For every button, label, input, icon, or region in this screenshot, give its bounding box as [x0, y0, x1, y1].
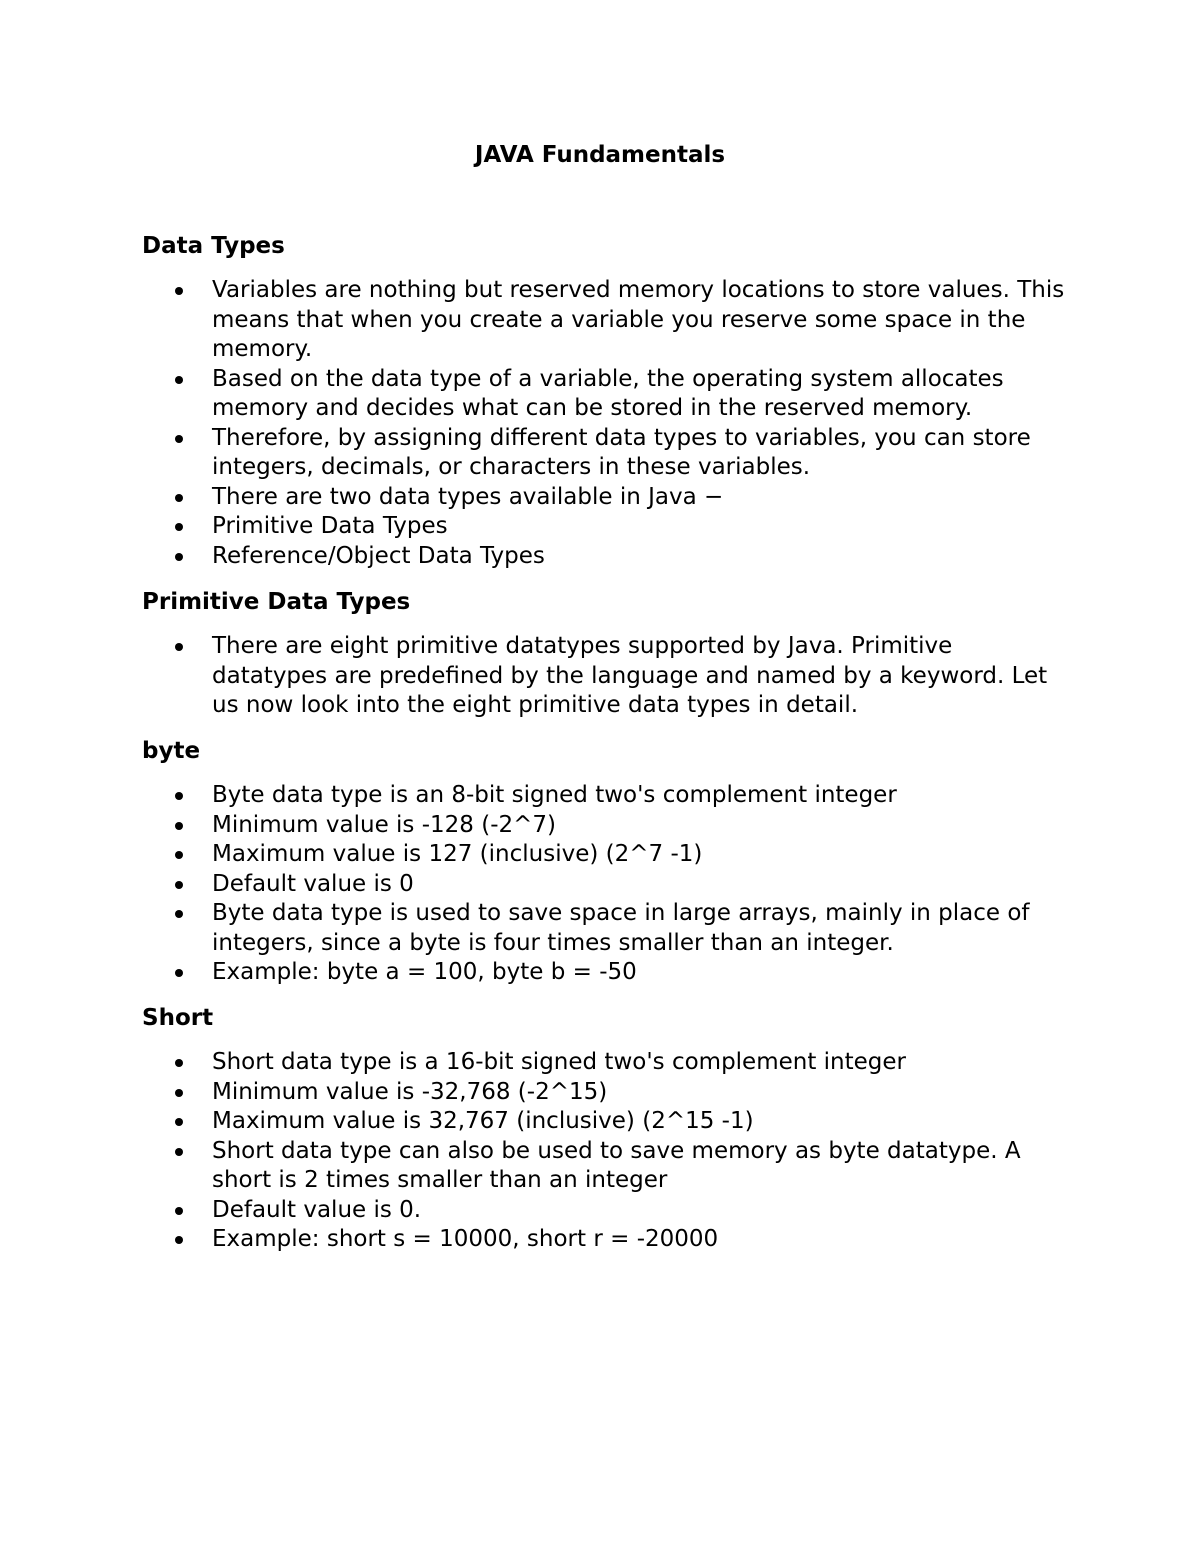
list-item-text: There are eight primitive datatypes supported by Java. Primitive datatypes are predefined by the language and named by a keyword. Let us now look into the eight primitive data types in detail.	[212, 633, 1048, 718]
list-item-text: There are two data types available in Java −	[212, 483, 724, 510]
bullet-icon	[175, 435, 183, 443]
list-item-text: Short data type can also be used to save memory as byte datatype. A short is 2 times smaller than an integer	[212, 1137, 1021, 1193]
list-item	[142, 1078, 1072, 1108]
bullet-icon	[175, 376, 183, 384]
list-item-text: Based on the data type of a variable, the operating system allocates memory and decides what can be stored in the reserved memory.	[212, 365, 1004, 421]
list-item-text: Byte data type is used to save space in large arrays, mainly in place of integers, since a byte is four times smaller than an integer.	[212, 900, 1030, 956]
bullet-list	[142, 781, 1072, 988]
list-item	[142, 1225, 1072, 1255]
list-item-text: Short data type is a 16-bit signed two's complement integer	[212, 1049, 907, 1075]
bullet-icon	[175, 1059, 183, 1067]
bullet-icon	[175, 881, 183, 889]
bullet-icon	[175, 1207, 183, 1215]
section-heading: byte	[142, 738, 201, 764]
list-item-text: Example: short s = 10000, short r = -20000	[212, 1226, 719, 1252]
list-item	[142, 483, 1072, 513]
bullet-icon	[175, 1148, 183, 1156]
list-item	[142, 781, 1072, 811]
bullet-icon	[175, 553, 183, 561]
list-item	[142, 512, 1072, 542]
list-item	[142, 1107, 1072, 1137]
bullet-list	[142, 1048, 1072, 1255]
bullet-icon	[175, 643, 183, 651]
list-item-text: Default value is 0.	[212, 1196, 422, 1223]
bullet-icon	[175, 1118, 183, 1126]
list-item	[142, 632, 1072, 721]
bullet-icon	[175, 969, 183, 977]
list-item-text: Default value is 0	[212, 870, 414, 897]
section-primitive-data-types	[142, 587, 1072, 721]
list-item	[142, 958, 1072, 988]
list-item	[142, 899, 1072, 958]
bullet-icon	[175, 851, 183, 859]
list-item-text: Therefore, by assigning different data types to variables, you can store integers, decimals, or characters in these variables.	[212, 424, 1031, 480]
list-item-text: Byte data type is an 8-bit signed two's complement integer	[212, 782, 897, 808]
section-heading: Primitive Data Types	[142, 589, 411, 615]
document-title: JAVA Fundamentals	[474, 142, 726, 168]
bullet-list	[142, 276, 1072, 571]
list-item-text: Minimum value is -32,768 (-2^15)	[212, 1078, 608, 1105]
bullet-icon	[175, 1089, 183, 1097]
list-item-text: Maximum value is 127 (inclusive) (2^7 -1)	[212, 841, 703, 867]
list-item	[142, 276, 1072, 365]
section-heading: Short	[142, 1005, 214, 1031]
list-item	[142, 1196, 1072, 1226]
list-item-text: Variables are nothing but reserved memory locations to store values. This means that when you create a variable you reserve some space in the memory.	[212, 277, 1065, 362]
list-item	[142, 1048, 1072, 1078]
list-item-text: Example: byte a = 100, byte b = -50	[212, 959, 637, 985]
list-item	[142, 1137, 1072, 1196]
list-item	[142, 870, 1072, 900]
bullet-icon	[175, 523, 183, 531]
bullet-icon	[175, 910, 183, 918]
section-heading: Data Types	[142, 233, 285, 259]
section-data-types	[142, 231, 1072, 571]
list-item-text: Reference/Object Data Types	[212, 542, 545, 569]
bullet-icon	[175, 1236, 183, 1244]
list-item	[142, 840, 1072, 870]
list-item	[142, 424, 1072, 483]
bullet-icon	[175, 287, 183, 295]
list-item-text: Primitive Data Types	[212, 513, 448, 539]
bullet-list	[142, 632, 1072, 721]
section-short	[142, 1003, 1072, 1255]
list-item-text: Maximum value is 32,767 (inclusive) (2^15 -1)	[212, 1108, 754, 1134]
list-item-text: Minimum value is -128 (-2^7)	[212, 811, 557, 838]
list-item	[142, 542, 1072, 572]
bullet-icon	[175, 792, 183, 800]
bullet-icon	[175, 822, 183, 830]
bullet-icon	[175, 494, 183, 502]
list-item	[142, 365, 1072, 424]
section-byte	[142, 736, 1072, 988]
list-item	[142, 811, 1072, 841]
